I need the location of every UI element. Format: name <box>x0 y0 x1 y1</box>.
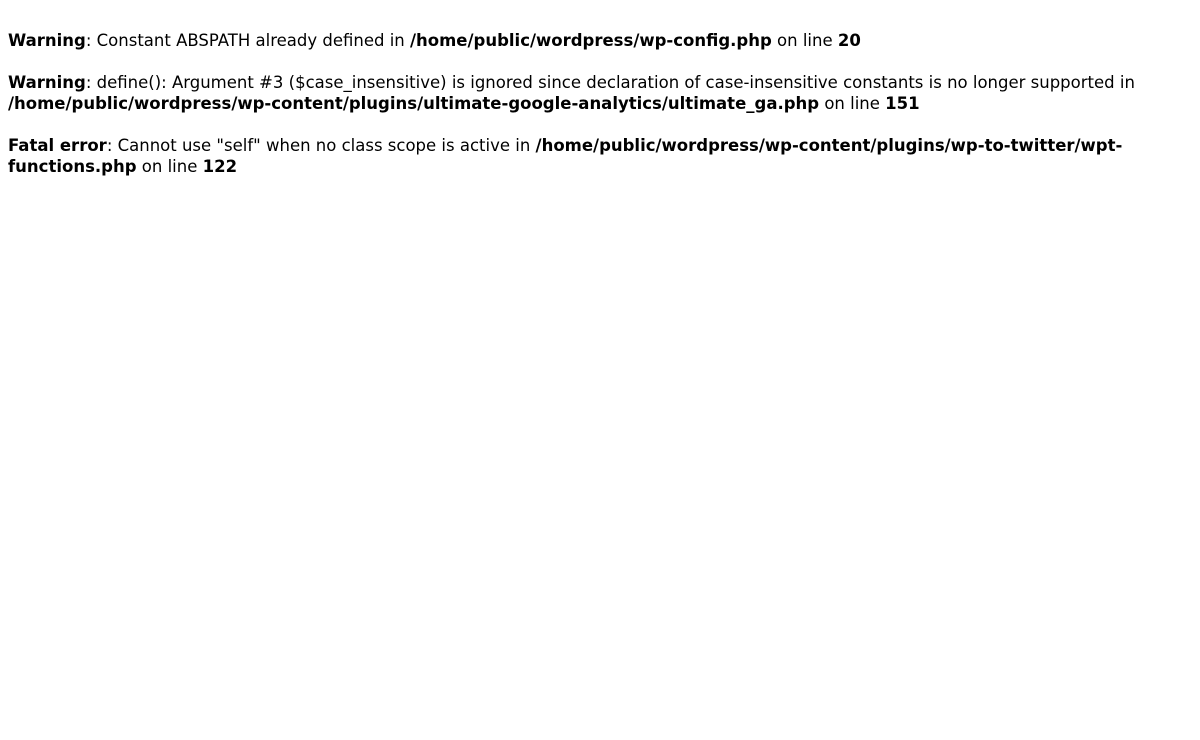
error-file-path: /home/public/wordpress/wp-content/plugins/ultimate-google-analytics/ultimate_ga.php <box>8 94 820 113</box>
php-fatal-error-message <box>8 114 1192 177</box>
php-warning-message <box>8 0 1192 51</box>
error-level: Warning <box>8 73 86 92</box>
error-text: : define(): Argument #3 ($case_insensitive) is ignored since declaration of case-insensitive constants is no longer supported in <box>85 73 1135 92</box>
php-warning-message <box>8 51 1192 114</box>
error-file-path: /home/public/wordpress/wp-content/plugins/wp-to-twitter/wpt-functions.php <box>8 136 1123 176</box>
error-line-number: 20 <box>837 31 861 50</box>
error-text: : Constant ABSPATH already defined in <box>85 31 410 50</box>
on-line-text: on line <box>136 157 203 176</box>
error-file-path: /home/public/wordpress/wp-config.php <box>410 31 772 50</box>
error-level: Warning <box>8 31 86 50</box>
error-line-number: 151 <box>885 94 920 113</box>
on-line-text: on line <box>819 94 886 113</box>
error-text: : Cannot use "self" when no class scope is active in <box>106 136 536 155</box>
on-line-text: on line <box>771 31 838 50</box>
error-line-number: 122 <box>202 157 238 176</box>
error-level: Fatal error <box>8 136 107 155</box>
